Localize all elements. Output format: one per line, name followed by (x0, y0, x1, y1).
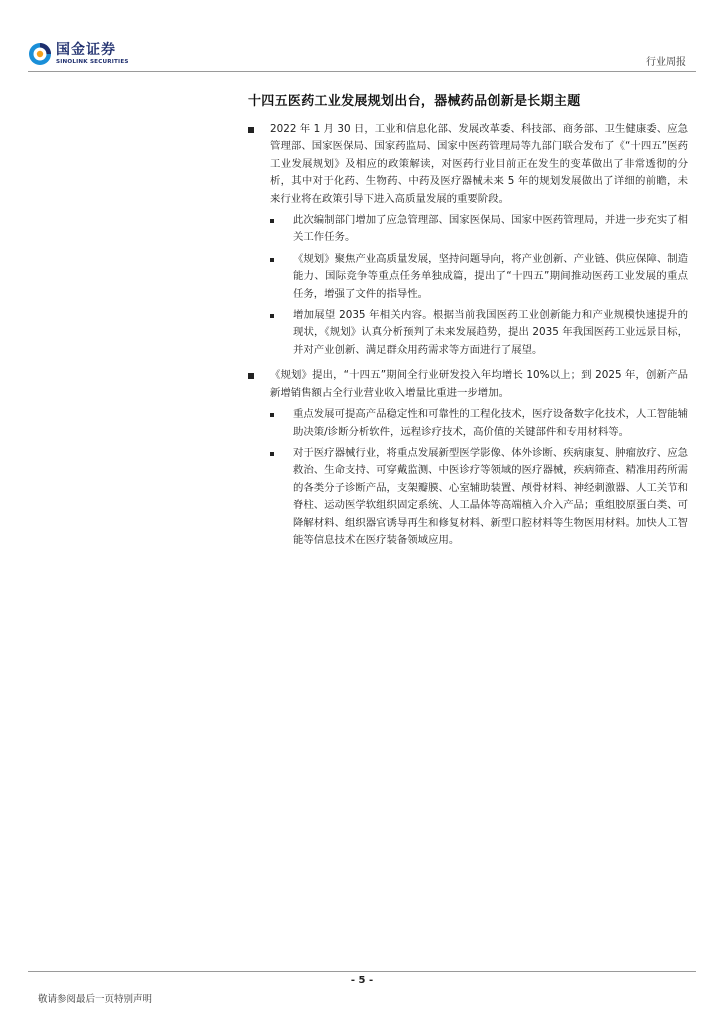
small-square-bullet-icon (270, 413, 274, 417)
small-square-bullet-icon (270, 219, 274, 223)
logo-english-name: SINOLINK SECURITIES (56, 59, 129, 65)
sub-bullet-paragraph (248, 406, 688, 441)
paragraph-text: 《规划》聚焦产业高质量发展，坚持问题导向，将产业创新、产业链、供应保障、制造能力、国际竞争等重点任务单独成篇，提出了“十四五”期间推动医药工业发展的重点任务，增强了文件的指导性。 (293, 252, 688, 300)
header-divider (28, 71, 696, 72)
section-title: 十四五医药工业发展规划出台，器械药品创新是长期主题 (248, 94, 581, 109)
paragraph-text: 此次编制部门增加了应急管理部、国家医保局、国家中医药管理局，并进一步充实了相关工作任务。 (293, 214, 688, 244)
paragraph-text: 增加展望 2035 年相关内容。根据当前我国医药工业创新能力和产业规模快速提升的现状，《规划》认真分析预判了未来发展趋势，提出 2035 年我国医药工业远景目标，并对产业创新、满足群众用药需求等方面进行了展望。 (293, 309, 688, 356)
small-square-bullet-icon (270, 258, 274, 262)
page-number: - 5 - (350, 975, 374, 986)
sinolink-logo-icon (28, 42, 52, 66)
sub-bullet-paragraph (248, 212, 688, 247)
paragraph-text: 重点发展可提高产品稳定性和可靠性的工程化技术，医疗设备数字化技术，人工智能辅助决策/诊断分析软件，远程诊疗技术，高价值的关键部件和专用材料等。 (293, 408, 688, 438)
square-bullet-icon (248, 127, 254, 133)
small-square-bullet-icon (270, 452, 274, 456)
report-body (248, 121, 688, 549)
logo-chinese-name: 国金证券 (56, 42, 116, 58)
sub-bullet-paragraph (248, 445, 688, 549)
square-bullet-icon (248, 373, 254, 379)
paragraph-text: 对于医疗器械行业，将重点发展新型医学影像、体外诊断、疾病康复、肿瘤放疗、应急救治、生命支持、可穿戴监测、中医诊疗等领域的医疗器械，疾病筛查、精准用药所需的各类分子诊断产品，支架瓣膜、心室辅助装置、颅骨材料、神经刺激器、人工关节和脊柱、运动医学软组织固定系统、人工晶体等高端植入介入产品；重组胶原蛋白类、可降解材料、组织器官诱导再生和修复材料、新型口腔材料等生物医用材料。加快人工智能等信息技术在医疗装备领域应用。 (293, 446, 688, 546)
paragraph-text: 2022 年 1 月 30 日，工业和信息化部、发展改革委、科技部、商务部、卫生健康委、应急管理部、国家医保局、国家药监局、国家中医药管理局等九部门联合发布了《“十四五”医药工业发展规划》及相应的政策解读，对医药行业目前正在发生的变革做出了非常透彻的分析，其中对于化药、生物药、中药及医疗器械未来 5 年的规划发展做出了详细的前瞻，未来行业将在政策引导下进入高质量发展的重要阶段。 (270, 123, 688, 205)
sub-bullet-paragraph (248, 251, 688, 303)
report-type-label: 行业周报 (646, 57, 686, 68)
disclaimer-note: 敬请参阅最后一页特别声明 (38, 994, 153, 1005)
bullet-paragraph (248, 367, 688, 402)
paragraph-text: 《规划》提出，“十四五”期间全行业研发投入年均增长 10%以上；到 2025 年，创新产品新增销售额占全行业营业收入增量比重进一步增加。 (270, 369, 688, 399)
small-square-bullet-icon (270, 314, 274, 318)
bullet-paragraph (248, 121, 688, 208)
footer-divider (28, 971, 696, 972)
company-logo (28, 41, 134, 69)
sub-bullet-paragraph (248, 307, 688, 359)
